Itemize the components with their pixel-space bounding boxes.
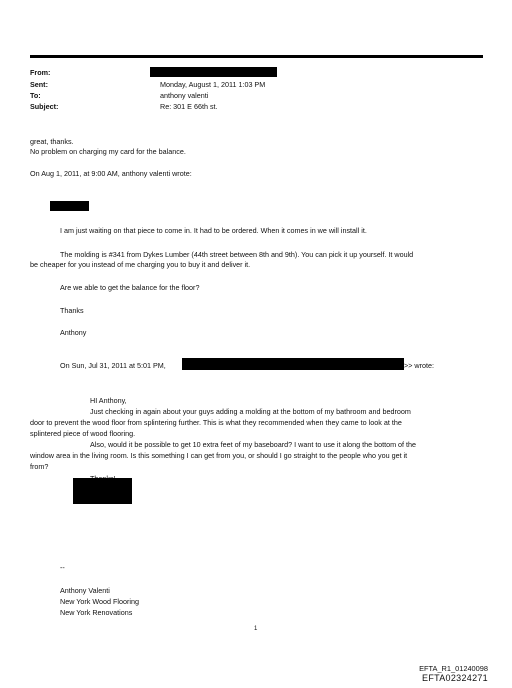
signature-dashes: -- — [60, 563, 65, 572]
from-label: From: — [30, 68, 51, 77]
client-line-3: splintered piece of wood flooring. — [30, 429, 136, 438]
footer-code-1: EFTA_R1_01240098 — [419, 664, 488, 673]
anthony-paragraph-3: Are we able to get the balance for the floor? — [60, 283, 200, 292]
quote-header: On Aug 1, 2011, at 9:00 AM, anthony valenti wrote: — [30, 169, 192, 178]
redacted-sender — [150, 67, 277, 77]
redacted-greeting — [50, 201, 89, 211]
anthony-paragraph-2-line-2: be cheaper for you instead of me charging you to buy it and deliver it. — [30, 260, 251, 269]
client-greeting: HI Anthony, — [90, 396, 127, 405]
footer-code-2: EFTA02324271 — [422, 673, 488, 683]
subject-label: Subject: — [30, 102, 59, 111]
anthony-thanks: Thanks — [60, 306, 84, 315]
client-line-2: door to prevent the wood floor from splintering further. This is what they recommended when they came to look at the — [30, 418, 402, 427]
reply-line-1: great, thanks. — [30, 137, 74, 146]
signature-name: Anthony Valenti — [60, 586, 110, 595]
signature-company-2: New York Renovations — [60, 608, 133, 617]
subject-value: Re: 301 E 66th st. — [160, 102, 218, 111]
header-rule — [30, 55, 483, 58]
sent-label: Sent: — [30, 80, 48, 89]
anthony-name: Anthony — [60, 328, 87, 337]
page-number: 1 — [254, 626, 258, 632]
redacted-client-signature — [73, 478, 132, 504]
sent-value: Monday, August 1, 2011 1:03 PM — [160, 80, 266, 89]
anthony-paragraph-1: I am just waiting on that piece to come in. It had to be ordered. When it comes in we will install it. — [60, 226, 367, 235]
to-label: To: — [30, 91, 41, 100]
client-line-6: from? — [30, 462, 49, 471]
nested-quote-prefix: On Sun, Jul 31, 2011 at 5:01 PM, — [60, 361, 166, 370]
nested-quote-suffix: >> wrote: — [404, 361, 434, 370]
reply-line-2: No problem on charging my card for the balance. — [30, 147, 186, 156]
anthony-paragraph-2-line-1: The molding is #341 from Dykes Lumber (44th street between 8th and 9th). You can pick it up yourself. It would — [60, 250, 414, 259]
signature-company-1: New York Wood Flooring — [60, 597, 139, 606]
redacted-client-address — [182, 358, 404, 370]
to-value: anthony valenti — [160, 91, 209, 100]
client-line-4: Also, would it be possible to get 10 extra feet of my baseboard? I want to use it along the bottom of the — [90, 440, 417, 449]
client-line-1: Just checking in again about your guys adding a molding at the bottom of my bathroom and bedroom — [90, 407, 411, 416]
client-line-5: window area in the living room. Is this something I can get from you, or should I go straight to the people who you get it — [30, 451, 408, 460]
